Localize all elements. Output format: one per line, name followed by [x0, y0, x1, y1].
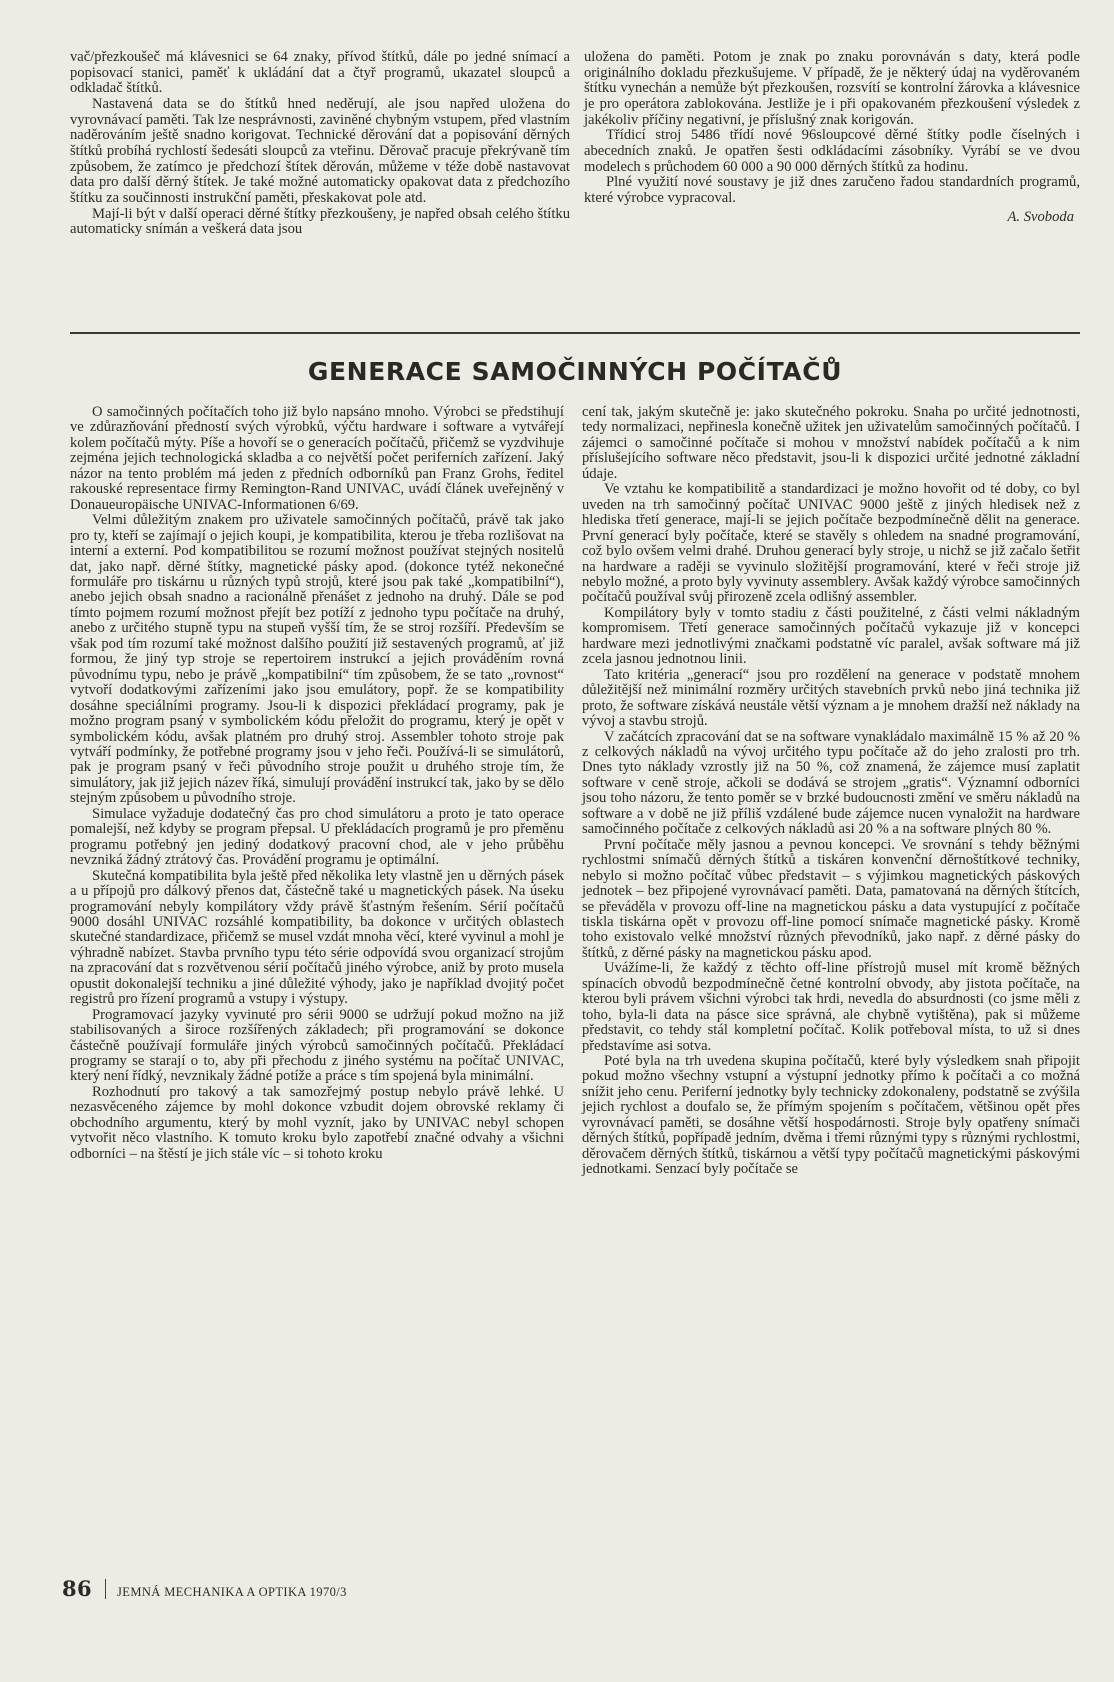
- article-left-column: [70, 405, 564, 1162]
- body-paragraph: Uvážíme-li, že každý z těchto off-line přístrojů musel mít kromě běžných spínacích obvodů bezpodmínečně četné kontrolní obvody, aby jistota počítače, na kterou byli právem všichni výrobci tak hrdi, nevedla do absurdnosti (co jsme měli z toho, byla-li data na pásce sice správná, ale chybně vytištěna), pak si můžeme představit, co tehdy stál kompletní počítač. Kolik potřeboval místa, to už si dnes představíme asi sotva.: [582, 960, 1080, 1054]
- body-paragraph: Kompilátory byly v tomto stadiu z části použitelné, z části velmi nákladným kompromisem. Třetí generace samočinných počítačů vykazuje již v koncepci hardware mezi jednotlivými značkami podstatně víc paralel, avšak software má již zcela jasnou jednotnou linii.: [582, 604, 1080, 668]
- body-paragraph: Poté byla na trh uvedena skupina počítačů, které byly výsledkem snah připojit pokud možno všechny vstupní a výstupní jednotky přímo k počítači a co možná snížit jeho cenu. Periferní jednotky byly technicky zdokonaleny, podstatně se zvýšila jejich rychlost a doufalo se, že přímým spojením s počítačem, většinou opět přes vyrovnávací paměti, se dosáhne větší hospodárnosti. Stroje byly opatřeny snímači děrných štítků, popřípadě jedním, dvěma i třemi různými typy s různými rychlostmi, děrovačem děrných štítků, tiskárnou a větší typy počítačů magnetickými páskovými jednotkami. Senzací byly počítače se: [582, 1053, 1080, 1178]
- top-left-column: [70, 50, 570, 238]
- page-number: 86: [62, 1576, 93, 1601]
- section-divider: [70, 332, 1080, 334]
- body-paragraph: Plné využití nové soustavy je již dnes zaručeno řadou standardních programů, které výrobce vypracoval.: [584, 174, 1080, 206]
- body-paragraph: Velmi důležitým znakem pro uživatele samočinných počítačů, právě tak jako pro ty, kteří se zajímají o jejich koupi, je kompatibilita, kterou je třeba rozlišovat na interní a externí. Pod kompatibilitou se rozumí možnost používat stejných nositelů dat, jako např. děrné štítky, magnetické pásky apod. (dokonce tytéž nekonečné formuláře pro tiskárnu u různých typů strojů, které jsou pak také „kompatibilní“), anebo jejich obsah snadno a racionálně přenášet z jednoho na druhý. Dále se pod tímto pojmem rozumí možnost přejít bez potíží z jednoho typu počítače na druhý, anebo z určitého stupně typu na stupeň vyšší tím, že se stroj rozšíří. Především se však pod tím rozumí také možnost dalšího použití již sestavených programů, ať již formou, že jiný typ stroje se repertoirem instrukcí a jejich prováděním rovná původnímu typu, nebo je právě „kompatibilní“ tím způsobem, že se tato „rovnost“ vytvoří dodatkovými zařízeními jako jsou emulátory, popř. že se kompatibility dosáhne speciálními programy. Jsou-li k dispozici překládací programy, pak je možno program psaný v symbolickém kódu přeložit do programu, který je opět v symbolickém kódu, avšak platném pro druhý stroj. Assembler tohoto stroje pak vytváří podmínky, že potřebné programy jsou v jeho řeči. Používá-li se simulátorů, pak je program psaný v řeči původního stroje použit u druhého stroje tím, že simulátory, jak již jejich název říká, simulují provádění instrukcí tak, jako by se dělo stejným způsobem u původního stroje.: [70, 512, 564, 807]
- author-signature: A. Svoboda: [1007, 208, 1074, 225]
- body-paragraph: Ve vztahu ke kompatibilitě a standardizaci je možno hovořit od té doby, co byl uveden na trh samočinný počítač UNIVAC 9000 ještě z jiných hledisek než z hlediska třetí generace, mají-li se jejich počítače bezpodmínečně dělit na generace. První generací byly počítače, které se stavěly s ohledem na snadné programování, což bylo ovšem velmi drahé. Druhou generací byly stroje, u nichž se již začalo šetřit na hardware a raději se vyvinulo složitější programování, které v řeči stroje již nebylo možné, a proto byly vyvinuty assemblery. Avšak každý výrobce samočinných počítačů používal svůj přirozeně zcela odlišný assembler.: [582, 481, 1080, 606]
- body-paragraph: Mají-li být v další operaci děrné štítky přezkoušeny, je napřed obsah celého štítku automaticky snímán a veškerá data jsou: [70, 205, 570, 238]
- top-right-column: [584, 50, 1080, 225]
- body-paragraph: O samočinných počítačích toho již bylo napsáno mnoho. Výrobci se předstihují ve zdůrazňování předností svých výrobků, výčtu hardware i software a vytvářejí kolem počítačů mýty. Píše a hovoří se o generacích počítačů, přičemž se vyzdvihuje zejména jejich technologická skladba a co největší počet periferních zařízení. Jaký názor na tento problém má jeden z předních odborníků pan Franz Grohs, ředitel rakouské representace firmy Remington-Rand UNIVAC, uvádí článek uveřejněný v Donaueuropäische UNIVAC-Informationen 6/69.: [70, 404, 564, 513]
- body-paragraph: První počítače měly jasnou a pevnou koncepci. Ve srovnání s tehdy běžnými rychlostmi snímačů děrných štítků a tiskáren konvenční děrnoštítkové techniky, nebylo si možno počítač vůbec představit – s výjimkou magnetických páskových jednotek – bez připojené vyrovnávací paměti. Data, pamatovaná na děrných štítcích, se převáděla v provozu off-line na magnetickou pásku a data vystupující z počítače tiskla tiskárna opět v provozu off-line pomocí snímače magnetické pásky. Kromě toho existovalo velké množství různých převodníků, jako např. z děrné pásky do štítků, z děrné pásky na magnetickou pásku apod.: [582, 836, 1080, 961]
- body-paragraph: Třídicí stroj 5486 třídí nové 96sloupcové děrné štítky podle číselných i abecedních znaků. Je opatřen šesti odkládacími zásobníky. Vyrábí se ve dvou modelech s průchodem 60 000 a 90 000 děrných štítků za hodinu.: [584, 127, 1080, 175]
- body-paragraph: uložena do paměti. Potom je znak po znaku porovnáván s daty, která podle originálního dokladu přezkušujeme. V případě, že je některý údaj na vyděrovaném štítku vynechán a nemůže být přezkoušen, rozsvítí se kontrolní žárovka a klávesnice je pro operátora zablokována. Jestliže je i při opakovaném přezkoušení výsledek z jakékoliv příčiny negativní, je příslušný znak korigován.: [584, 49, 1080, 128]
- body-paragraph: Programovací jazyky vyvinuté pro sérii 9000 se udržují pokud možno na již stabilisovaných a široce rozšířených základech; při programování se dokonce částečně používají formuláře jiných výrobců samočinných počítačů. Překládací programy se starají o to, aby při přechodu z jiného systému na počítač UNIVAC, který není řídký, nevznikaly žádné potíže a práce s tím spojená byla minimální.: [70, 1006, 564, 1085]
- body-paragraph: Simulace vyžaduje dodatečný čas pro chod simulátoru a proto je tato operace pomalejší, než kdyby se program přepsal. U překládacích programů je pro přeměnu programu potřebný jen jediný dodatkový pracovní chod, ale v jeho průběhu nevzniká žádný ztrátový čas. Provádění programu je optimální.: [70, 805, 564, 869]
- body-paragraph: Skutečná kompatibilita byla ještě před několika lety vlastně jen u děrných pásek a u přípojů pro dálkový přenos dat, částečně také u magnetických pásek. Na úseku programování nebyly kompilátory vždy právě šťastným řešením. Sérií počítačů 9000 dosáhl UNIVAC rozsáhlé kompatibility, ba dokonce v určitých oblastech skutečné standardizace, přičemž se musel vzdát mnoha věcí, které vyvinul a mohl je výhradně nabízet. Stavba prvního typu této série odpovídá svou organizací strojům na zpracování dat s rozvětvenou sérií počítačů jiného výrobce, aniž by proto musela opustit dokonalejší techniku a jiné důležité výhody, jako je například dvojitý počet registrů pro řízení programů a vstupy i výstupy.: [70, 867, 564, 1008]
- body-paragraph: V začátcích zpracování dat se na software vynakládalo maximálně 15 % až 20 % z celkových nákladů na vývoj určitého typu počítače až do jeho zralosti pro trh. Dnes tyto náklady vzrostly již na 50 %, což znamená, že zájemce musí zaplatit software v ceně stroje, ačkoli se dodává se strojem „gratis“. Významní odborníci jsou toho názoru, že tento poměr se v brzké budoucnosti změní ve směru nákladů na software a v době ne již příliš vzdálené bude zájemce nucen vynaložit na hardware samočinného počítače z celkových nákladů asi 20 % a na software plných 80 %.: [582, 728, 1080, 838]
- journal-name: JEMNÁ MECHANIKA A OPTIKA 1970/3: [117, 1585, 347, 1599]
- body-paragraph: Rozhodnutí pro takový a tak samozřejmý postup nebylo právě lehké. U nezasvěceného zájemce by mohl dokonce vzbudit dojem obrovské reklamy či obchodního argumentu, který by mohl vyznít, jako by UNIVAC nebyl schopen vytvořit něco vlastního. K tomuto kroku bylo zapotřebí značné odvahy a všichni odborníci – na štěstí je jich stále víc – si tohoto kroku: [70, 1083, 564, 1162]
- body-paragraph: Nastavená data se do štítků hned neděrují, ale jsou napřed uložena do vyrovnávací paměti. Tak lze nesprávnosti, zaviněné chybným vstupem, před vlastním naděrováním ještě snadno korigovat. Technické děrování dat a popisování děrných štítků probíhá rychlostí šedesáti sloupců za vteřinu. Děrovač pracuje překrývaně tím způsobem, že zatímco je předchozí štítek děrován, můžeme v téže době nastavovat data pro další děrný štítek. Je také možné automaticky opakovat data z předchozího štítku za součinnosti instrukční paměti, přeskakovat pole atd.: [70, 95, 570, 206]
- article-title: GENERACE SAMOČINNÝCH POČÍTAČŮ: [307, 357, 843, 386]
- footer-separator: [105, 1579, 106, 1599]
- article-right-column: [582, 405, 1080, 1178]
- body-paragraph: Tato kritéria „generací“ jsou pro rozdělení na generace v podstatě mnohem důležitější než minimální rozměry určitých stavebních prvků nebo jiná technika již proto, že software získává neustále větší význam a je mnohem dražší než náklady na vývoj a stavbu strojů.: [582, 666, 1080, 730]
- body-paragraph: cení tak, jakým skutečně je: jako skutečného pokroku. Snaha po určité jednotnosti, tedy normalizaci, nepřinesla konečně užitek jen uživatelům samočinných počítačů. I zájemci o samočinné počítače si mohou v množství nabídek počítačů a k nim příslušejícího software něco představit, jsou-li k dispozici určité jednotné základní údaje.: [582, 404, 1080, 482]
- body-paragraph: vač/přezkoušeč má klávesnici se 64 znaky, přívod štítků, dále po jedné snímací a popisovací stanici, paměť k ukládání dat a čtyř programů, ukazatel sloupců a odkladač štítků.: [70, 49, 570, 97]
- page-footer: [62, 1576, 347, 1601]
